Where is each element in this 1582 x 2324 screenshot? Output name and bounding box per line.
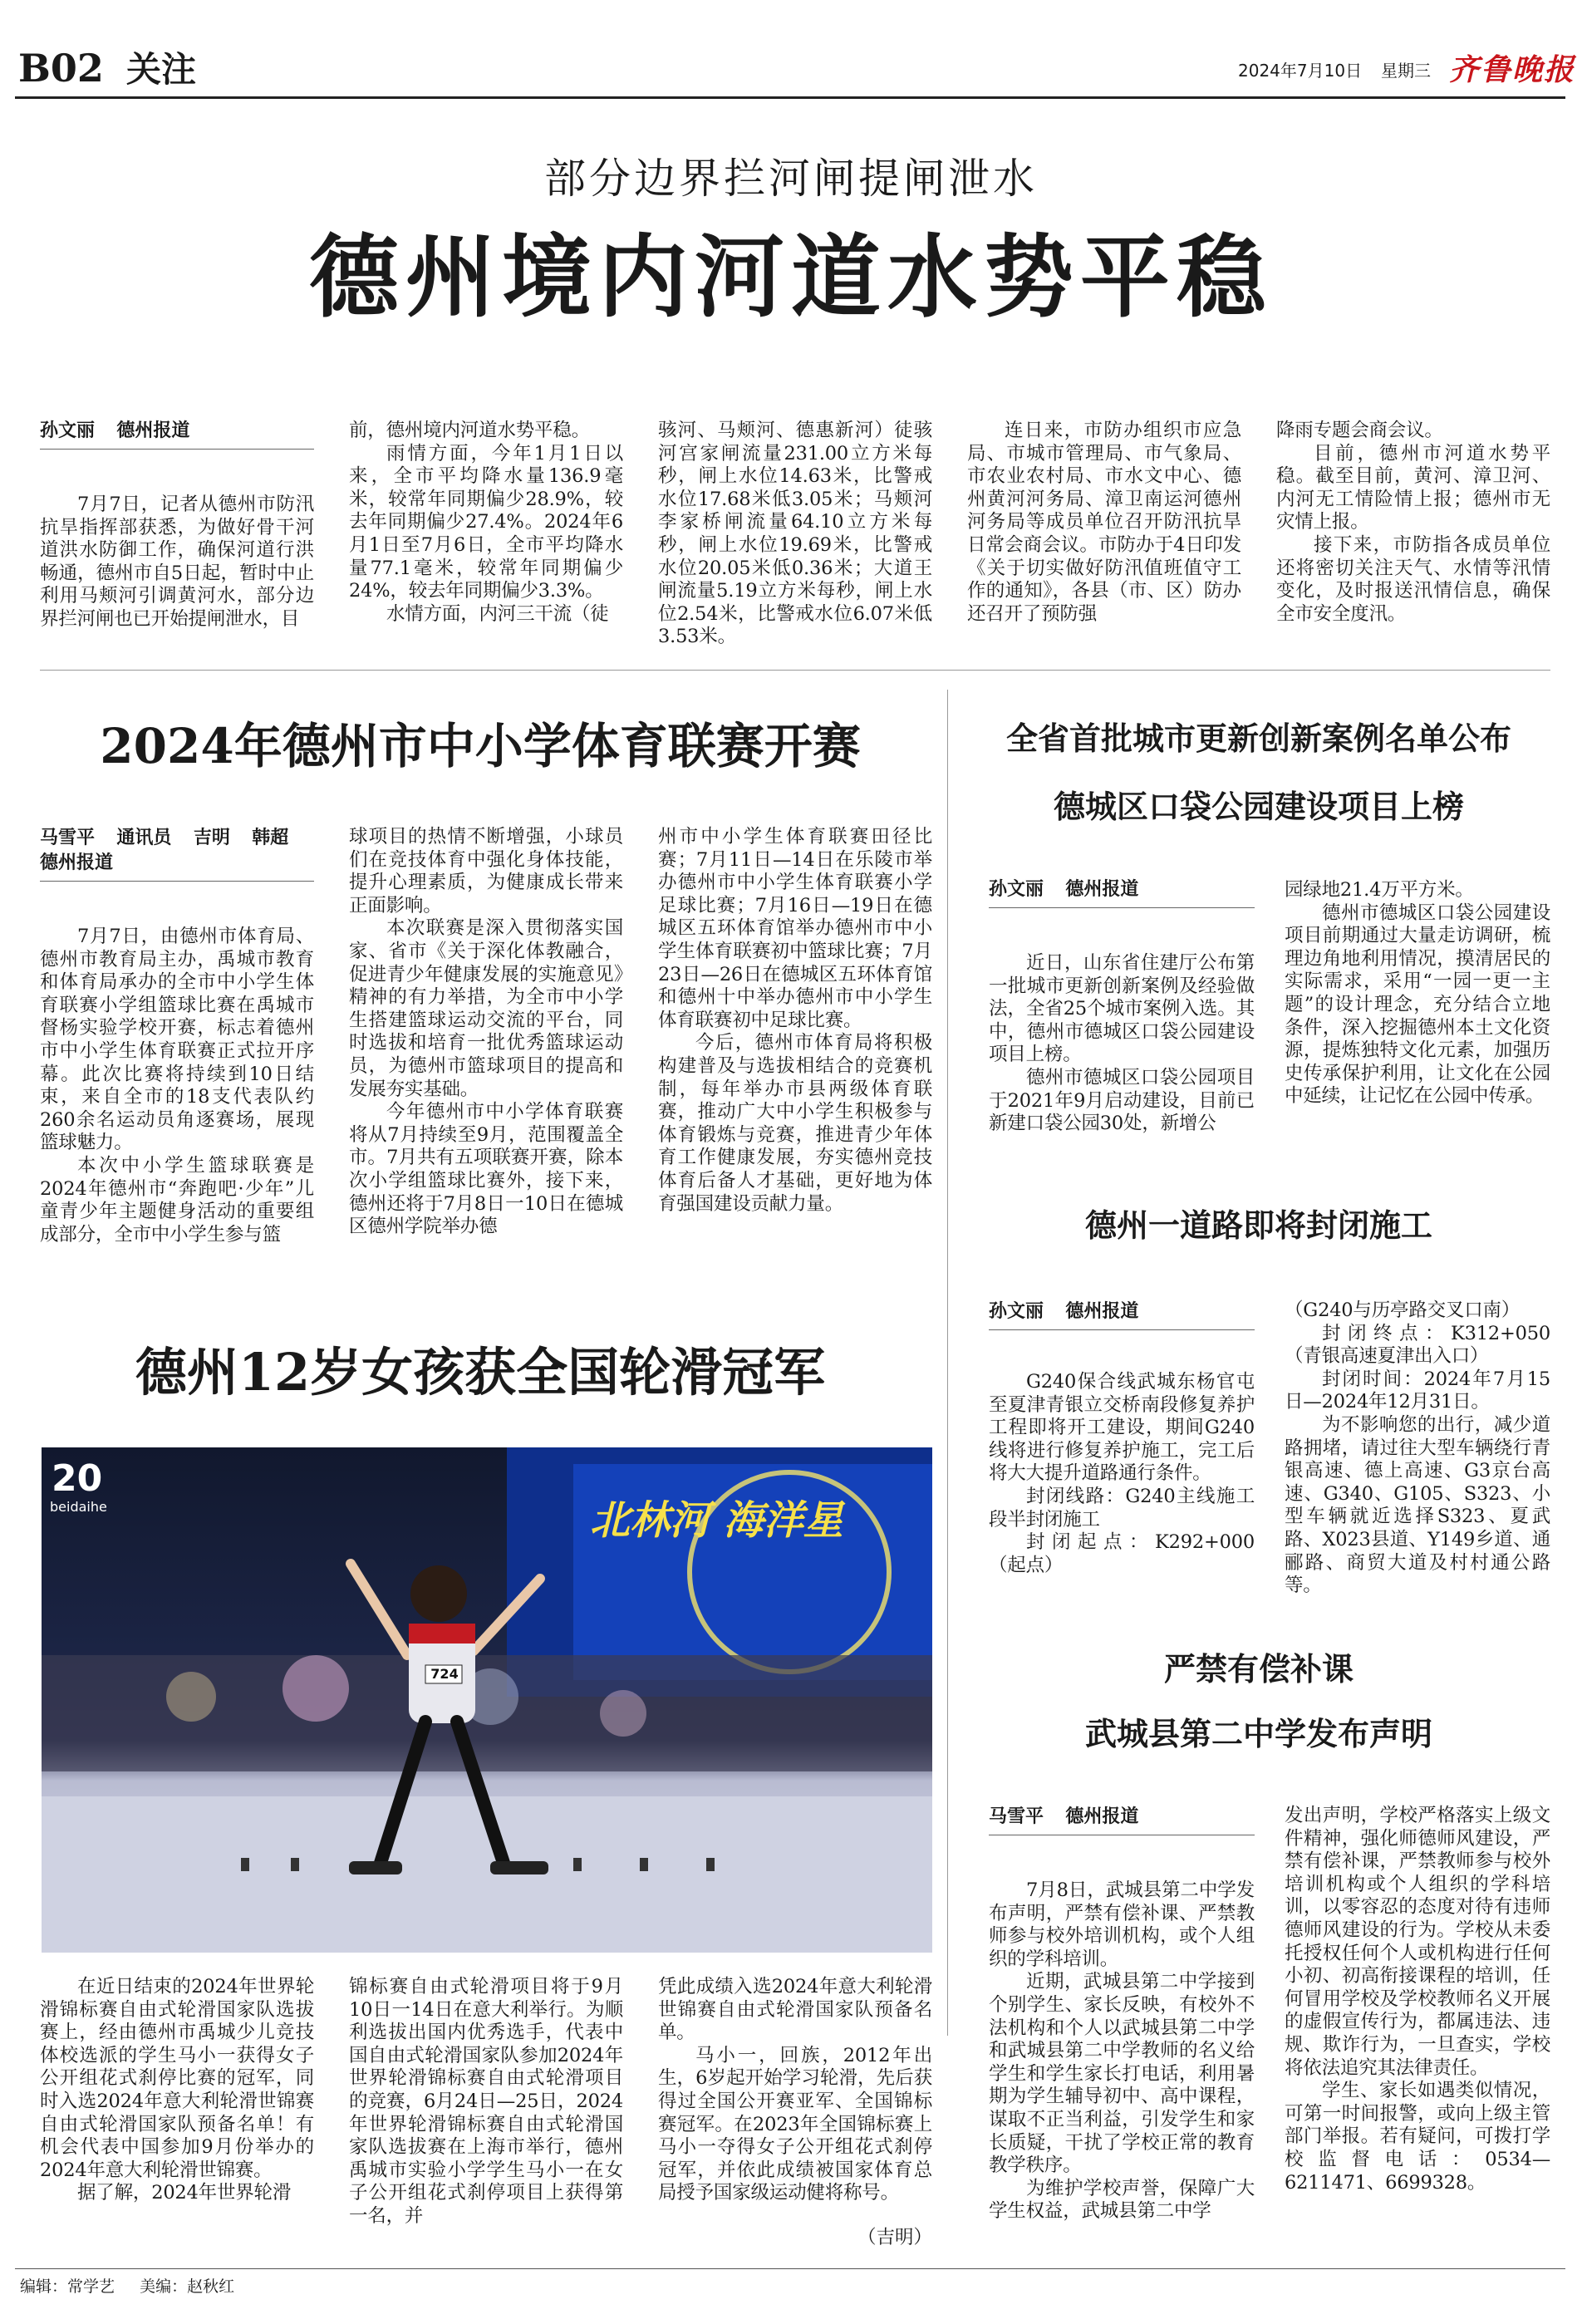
paragraph: 锦标赛自由式轮滑项目将于9月10日一14日在意大利举行。为顺利选拔出国内优秀选手，代表中国自由式轮滑国家队参加2024年世界轮滑锦标赛自由式轮滑项目的竞赛，6月24日—25日，2024年世界轮滑锦标赛自由式轮滑国家队选拔赛在上海市举行，德州禹城市实验小学学生马小一在女子公开组花式刹停项目上获得第一名，并	[349, 1976, 623, 2227]
paragraph: 7月7日，记者从德州市防汛抗旱指挥部获悉，为做好骨干河道洪水防御工作，确保河道行洪畅通，德州市自5日起，暂时中止利用马颊河引调黄河水，部分边界拦河闸也已开始提闸泄水，目	[40, 494, 314, 630]
skater-head	[410, 1565, 467, 1622]
issue-weekday: 星期三	[1381, 61, 1431, 81]
photo-banner-text: 北林河 海洋星	[590, 1497, 843, 1544]
lead-kicker: 部分边界拦河闸提闸泄水	[544, 155, 1038, 203]
paragraph: （G240与历亭路交叉口南）	[1285, 1300, 1521, 1321]
lead-column-4	[967, 420, 1241, 654]
paragraph: 接下来，市防指各成员单位还将密切关注天气、水情等汛情变化，及时报送汛情信息，确保全市安全度汛。	[1276, 533, 1550, 625]
lead-column-3	[658, 420, 932, 654]
photo-logo-text: beidaihe	[50, 1499, 107, 1515]
byline-author: 吉明	[193, 828, 230, 848]
paragraph: 德州市德城区口袋公园建设项目前期通过大量走访调研，梳理边角地利用情况，摸清居民的实际需求，采用“一园一更一主题”的设计理念，充分结合立地条件，深入挖掘德州本土文化资源，提炼独特文化元素，加强历史传承保护利用，让文化在公园中延续，让记忆在公园中传承。	[1285, 902, 1550, 1108]
paragraph: 骇河、马颊河、德惠新河）徒骇河宫家闸流量231.00立方米每秒，闸上水位14.63米，比警戒水位17.68米低3.05米；马颊河李家桥闸流量64.10立方米每秒，闸上水位19.69米，比警戒水位20.05米低0.36米；大道王闸流量5.19立方米每秒，闸上水位2.54米，比警戒水位6.07米低3.53米。	[658, 420, 932, 648]
park-column-2	[1285, 879, 1550, 1228]
paragraph: 降雨专题会商会议。	[1276, 420, 1443, 441]
lead-column-2	[349, 420, 623, 654]
lead-title: 德州境内河道水势平稳	[308, 225, 1273, 330]
paragraph: 为不影响您的出行，减少道路拥堵，请过往大型车辆绕行青银高速、德上高速、G3京台高速、G340、G105、S323、小型车辆就近选择S323、夏武路、X023县道、Y149乡道、通郦路、商贸大道及村村通公路等。	[1285, 1413, 1550, 1597]
paragraph: 园绿地21.4万平方米。	[1285, 879, 1474, 901]
page-code: B02	[18, 46, 104, 91]
right-column-divider	[947, 690, 948, 2036]
park-column-1	[989, 952, 1255, 1226]
park-title-line2: 德城区口袋公园建设项目上榜	[1053, 788, 1464, 825]
school-byline	[989, 1805, 1255, 1830]
paragraph: 本次中小学生篮球联赛是2024年德州市“奔跑吧·少年”儿童青少年主题健身活动的重要组成部分，全市中小学生参与篮	[40, 1154, 314, 1246]
lead-column-5	[1276, 420, 1550, 654]
paragraph: 州市中小学生体育联赛田径比赛；7月11日—14日在乐陵市举办德州市中小学生体育联赛小学足球比赛；7月16日—19日在德城区五环体育馆举办德州市中小学生体育联赛初中篮球比赛；7月23日—26日在德城区五环体育馆和德州十中举办德州市中小学生体育联赛初中足球比赛。	[658, 826, 932, 1031]
skating-photo	[42, 1447, 932, 1953]
paragraph: 封闭终点：K312+050（青银高速夏津出入口）	[1285, 1322, 1550, 1368]
sports-column-1	[40, 926, 314, 1275]
designer-label: 美编：	[140, 2277, 188, 2296]
lead-bottom-rule	[40, 670, 1550, 671]
skating-title: 德州12岁女孩获全国轮滑冠军	[135, 1342, 826, 1403]
lead-column-1	[40, 494, 314, 651]
road-column-2	[1285, 1300, 1550, 1602]
sports-byline-rule	[40, 881, 314, 882]
paragraph: 学生、家长如遇类似情况，可第一时间报警，或向上级主管部门举报。若有疑问，可拨打学校监督电话：0534—6211471、6699328。	[1285, 2080, 1550, 2194]
paragraph: G240保合线武城东杨官屯至夏津青银立交桥南段修复养护工程即将开工建设，期间G240线将进行修复养护施工，完工后将大大提升道路通行条件。	[989, 1371, 1255, 1485]
byline-desk: 德州报道	[40, 852, 114, 873]
paragraph: 在近日结束的2024年世界轮滑锦标赛自由式轮滑国家队选拔赛上，经由德州市禹城少儿竞技体校选派的学生马小一获得女子公开组花式刹停比赛的冠军，同时入选2024年意大利轮滑世锦赛自由式轮滑国家队预备名单！有机会代表中国参加9月份举办的2024年意大利轮滑世锦赛。	[40, 1976, 314, 2181]
photo-logo-number: 20	[52, 1457, 103, 1500]
skater-jersey-stripe	[409, 1624, 475, 1644]
paragraph: 封闭时间：2024年7月15日—2024年12月31日。	[1285, 1368, 1550, 1413]
crowd-light	[600, 1690, 646, 1737]
paragraph: 连日来，市防办组织市应急局、市城市管理局、市气象局、市农业农村局、市水文中心、德州黄河河务局、漳卫南运河德州河务局等成员单位召开防汛抗旱日常会商会议。市防办于4日印发《关于切实做好防汛值班值守工作的通知》，各县（市、区）防办还召开了预防强	[967, 420, 1241, 625]
sports-title: 2024年德州市中小学体育联赛开赛	[100, 718, 861, 774]
photo-bib-number: 724	[430, 1666, 459, 1682]
byline-desk: 德州报道	[1065, 1301, 1139, 1322]
paragraph: 据了解，2024年世界轮滑	[77, 2182, 292, 2204]
byline-role: 通讯员	[116, 828, 172, 848]
skating-column-2	[349, 1976, 623, 2250]
paragraph: 近日，山东省住建厅公布第一批城市更新创新案例及经验做法，全省25个城市案例入选。其中，德州市德城区口袋公园建设项目上榜。	[989, 952, 1255, 1066]
paragraph: 7月7日，由德州市体育局、德州市教育局主办，禹城市教育和体育局承办的全市中小学生体育联赛小学组篮球比赛在禹城市督杨实验学校开赛，标志着德州市中小学生体育联赛正式拉开序幕。此次比赛将持续到10日结束，来自全市的18支代表队约260余名运动员角逐赛场，展现篮球魅力。	[40, 926, 314, 1154]
paragraph: 今年德州市中小学体育联赛将从7月持续至9月，范围覆盖全市。7月共有五项联赛开赛，除本次小学组篮球比赛外，接下来，德州还将于7月8日一10日在德城区德州学院举办德	[349, 1101, 623, 1238]
byline-author: 韩超	[252, 828, 289, 848]
stage-screen	[573, 1464, 932, 1680]
park-byline	[989, 877, 1255, 902]
road-byline	[989, 1300, 1255, 1324]
editor-label: 编辑：	[20, 2277, 68, 2296]
skating-column-1	[40, 1976, 314, 2250]
sports-column-2	[349, 826, 623, 1275]
footer-credits	[20, 2275, 234, 2298]
byline-desk: 德州报道	[1065, 879, 1139, 900]
byline-desk: 德州报道	[116, 420, 190, 441]
sports-byline	[40, 826, 314, 876]
byline-author: 马雪平	[40, 828, 96, 848]
byline-desk: 德州报道	[1065, 1806, 1139, 1827]
school-title-line1: 严禁有偿补课	[1163, 1650, 1354, 1688]
editor-name: 常学艺	[67, 2277, 115, 2296]
skate	[349, 1861, 402, 1874]
skate	[490, 1861, 548, 1874]
designer-name: 赵秋红	[187, 2277, 235, 2296]
paragraph: 水情方面，内河三干流（徒	[386, 602, 609, 625]
paragraph: 德州市德城区口袋公园项目于2021年9月启动建设，目前已新建口袋公园30处，新增公	[989, 1066, 1255, 1135]
school-title-line2: 武城县第二中学发布声明	[1084, 1715, 1432, 1752]
skater-arm	[351, 1564, 407, 1655]
road-byline-rule	[989, 1329, 1255, 1330]
paragraph: 马小一，回族，2012年出生，6岁起开始学习轮滑，先后获得过全国公开赛亚军、全国锦标赛冠军。在2023年全国锦标赛上马小一夺得女子公开组花式刹停冠军，并依此成绩被国家体育总局授予国家级运动健将称号。	[658, 2044, 932, 2204]
sports-column-3	[658, 826, 932, 1275]
byline-author: 孙文丽	[40, 420, 96, 441]
section-name: 关注	[126, 49, 197, 90]
paragraph: 近期，武城县第二中学接到个别学生、家长反映，有校外不法机构和个人以武城县第二中学和武城县第二中学教师的名义给学生和学生家长打电话，利用暑期为学生辅导初中、高中课程，谋取不正当利益，引发学生和家长质疑，干扰了学校正常的教育教学秩序。	[989, 1971, 1255, 2177]
paragraph: 球项目的热情不断增强，小球员们在竞技体育中强化身体技能，提升心理素质，为健康成长带来正面影响。	[349, 826, 623, 916]
paragraph: 前，德州境内河道水势平稳。	[349, 420, 590, 441]
paragraph: 发出声明，学校严格落实上级文件精神，强化师德师风建设，严禁有偿补课，严禁教师参与校外培训机构或个人组织的学科培训，以零容忍的态度对待有违师德师风建设的行为。学校从未委托授权任何个人或机构进行任何小初、初高衔接课程的培训，任何冒用学校及学校教师名义开展的虚假宣传行为，都属违法、违规、欺诈行为，一旦查实，学校将依法追究其法律责任。	[1285, 1805, 1550, 2079]
road-title: 德州一道路即将封闭施工	[1084, 1206, 1432, 1244]
skating-column-3	[658, 1976, 932, 2233]
school-column-2	[1285, 1805, 1550, 2245]
paragraph: 封闭起点：K292+000（起点）	[989, 1531, 1255, 1576]
park-title-line1: 全省首批城市更新创新案例名单公布	[1005, 720, 1511, 757]
byline-author: 马雪平	[989, 1806, 1044, 1827]
crowd-light	[282, 1655, 349, 1722]
byline-author: 孙文丽	[989, 1301, 1044, 1322]
paragraph: 目前，德州市河道水势平稳。截至目前，黄河、漳卫河、内河无工情险情上报；德州市无灾情上报。	[1276, 442, 1550, 533]
issue-date: 2024年7月10日	[1238, 61, 1363, 81]
footer-rule	[15, 2268, 1565, 2269]
masthead-rule	[15, 96, 1565, 99]
paragraph: 凭此成绩入选2024年意大利轮滑世锦赛自由式轮滑国家队预备名单。	[658, 1976, 932, 2044]
byline-author: 孙文丽	[989, 879, 1044, 900]
road-column-1	[989, 1371, 1255, 1604]
paper-logo: 齐鲁晚报	[1449, 52, 1576, 87]
lead-byline	[40, 419, 314, 444]
paragraph: 本次联赛是深入贯彻落实国家、省市《关于深化体教融合，促进青少年健康发展的实施意见》精神的有力举措，为全市中小学生搭建篮球运动交流的平台，同时选拔和培育一批优秀篮球运动员，为德州市篮球项目的提高和发展夯实基础。	[349, 917, 623, 1100]
lead-byline-rule	[40, 449, 314, 450]
park-byline-rule	[989, 907, 1255, 908]
paragraph: 雨情方面，今年1月1日以来，全市平均降水量136.9毫米，较常年同期偏少28.9%，较去年同期偏少27.4%。2024年6月1日至7月6日，全市平均降水量77.1毫米，较常年同期偏少24%，较去年同期偏少3.3%。	[349, 442, 623, 602]
paragraph: 7月8日，武城县第二中学发布声明，严禁有偿补课、严禁教师参与校外培训机构，或个人组织的学科培训。	[989, 1879, 1255, 1970]
paragraph: 今后，德州市体育局将积极构建普及与选拔相结合的竞赛机制，每年举办市县两级体育联赛，推动广大中小学生积极参与体育锻炼与竞赛，推进青少年体育工作健康发展，夯实德州竞技体育后备人才基础，更好地为体育强国建设贡献力量。	[658, 1032, 932, 1215]
skating-credit: （吉明）	[857, 2227, 932, 2248]
paragraph: 封闭线路：G240主线施工段半封闭施工	[989, 1485, 1255, 1530]
school-column-1	[989, 1879, 1255, 2245]
crowd-light	[166, 1672, 216, 1722]
paragraph: 为维护学校声誉，保障广大学生权益，武城县第二中学	[989, 2177, 1255, 2223]
